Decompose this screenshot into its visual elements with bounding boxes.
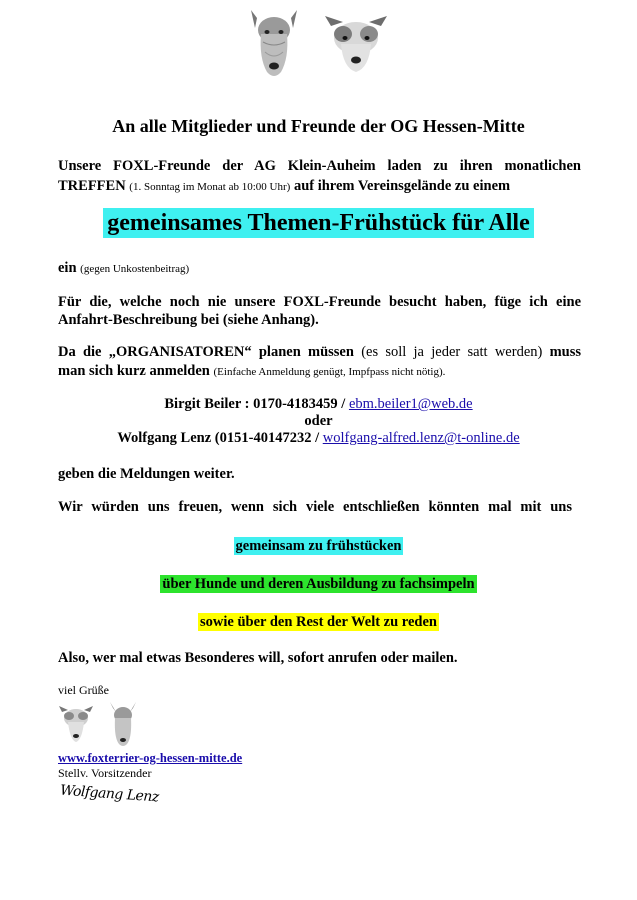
organizers-muss: muss (549, 344, 582, 360)
small-dog-icon-left (58, 704, 94, 746)
contact-oder: oder (304, 413, 333, 429)
highlight-2-wrapper (0, 575, 637, 593)
page-title: An alle Mitglieder und Freunde der OG Hessen-Mitte (112, 116, 525, 136)
invite-line: Wir würden uns freuen, wenn sich viele entschließen könnten mal mit uns (58, 499, 572, 515)
forward-line: geben die Meldungen weiter. (58, 466, 235, 482)
highlight-breakfast: gemeinsam zu frühstücken (235, 538, 402, 554)
website-link[interactable]: www.foxterrier-og-hessen-mitte.de (58, 751, 243, 765)
organizers-line-2 (58, 363, 445, 380)
headline-wrapper (90, 210, 547, 237)
directions-line-1: Für die, welche noch nie unsere FOXL-Freunde besucht haben, füge ich eine (58, 294, 581, 310)
headline: gemeinsames Themen-Frühstück für Alle (103, 208, 533, 238)
highlight-dogs: über Hunde und deren Ausbildung zu fachsimpeln (162, 576, 475, 592)
intro-time-note: (1. Sonntag im Monat ab 10:00 Uhr) (129, 181, 291, 193)
highlight-world: sowie über den Rest der Welt zu reden (200, 614, 437, 630)
small-dog-icon-right (108, 702, 138, 750)
contact-birgit-email-link[interactable]: ebm.beiler1@web.de (348, 396, 473, 412)
contact-wolfgang-email-link[interactable]: wolfgang-alfred.lenz@t-online.de (322, 430, 520, 446)
intro-treffen: TREFFEN (58, 178, 126, 194)
ein-word: ein (58, 260, 77, 276)
organizers-note: (Einfache Anmeldung genügt, Impfpass nicht nötig). (213, 366, 446, 378)
organizers-register: man sich kurz anmelden (58, 363, 210, 379)
ein-line (58, 260, 189, 277)
foxterrier-head-right-illustration (323, 12, 389, 78)
contact-birgit (0, 396, 637, 413)
contact-birgit-text: Birgit Beiler : 0170-4183459 / (164, 396, 346, 412)
highlight-1-wrapper (0, 537, 637, 555)
role-title: Stellv. Vorsitzender (58, 766, 152, 780)
highlight-3-wrapper (0, 613, 637, 631)
cost-note: (gegen Unkostenbeitrag) (80, 263, 190, 275)
handwritten-signature: Wolfgang Lenz (59, 782, 160, 806)
intro-line-1: Unsere FOXL-Freunde der AG Klein-Auheim laden zu ihren monatlichen (58, 158, 581, 174)
foxterrier-head-left-illustration (247, 8, 301, 82)
closing-line: Also, wer mal etwas Besonderes will, sofort anrufen oder mailen. (58, 650, 458, 666)
intro-line-2 (58, 178, 510, 195)
intro-location: auf ihrem Vereinsgelände zu einem (293, 178, 511, 194)
organizers-line-1 (58, 344, 581, 361)
contact-wolfgang (0, 430, 637, 447)
contact-wolfgang-text: Wolfgang Lenz (0151-40147232 / (117, 430, 320, 446)
greeting: viel Grüße (58, 683, 109, 697)
organizers-paren: (es soll ja jeder satt werden) (361, 344, 543, 360)
directions-line-2: Anfahrt-Beschreibung bei (siehe Anhang). (58, 312, 319, 328)
organizers-text: Da die „ORGANISATOREN“ planen müssen (58, 344, 354, 360)
